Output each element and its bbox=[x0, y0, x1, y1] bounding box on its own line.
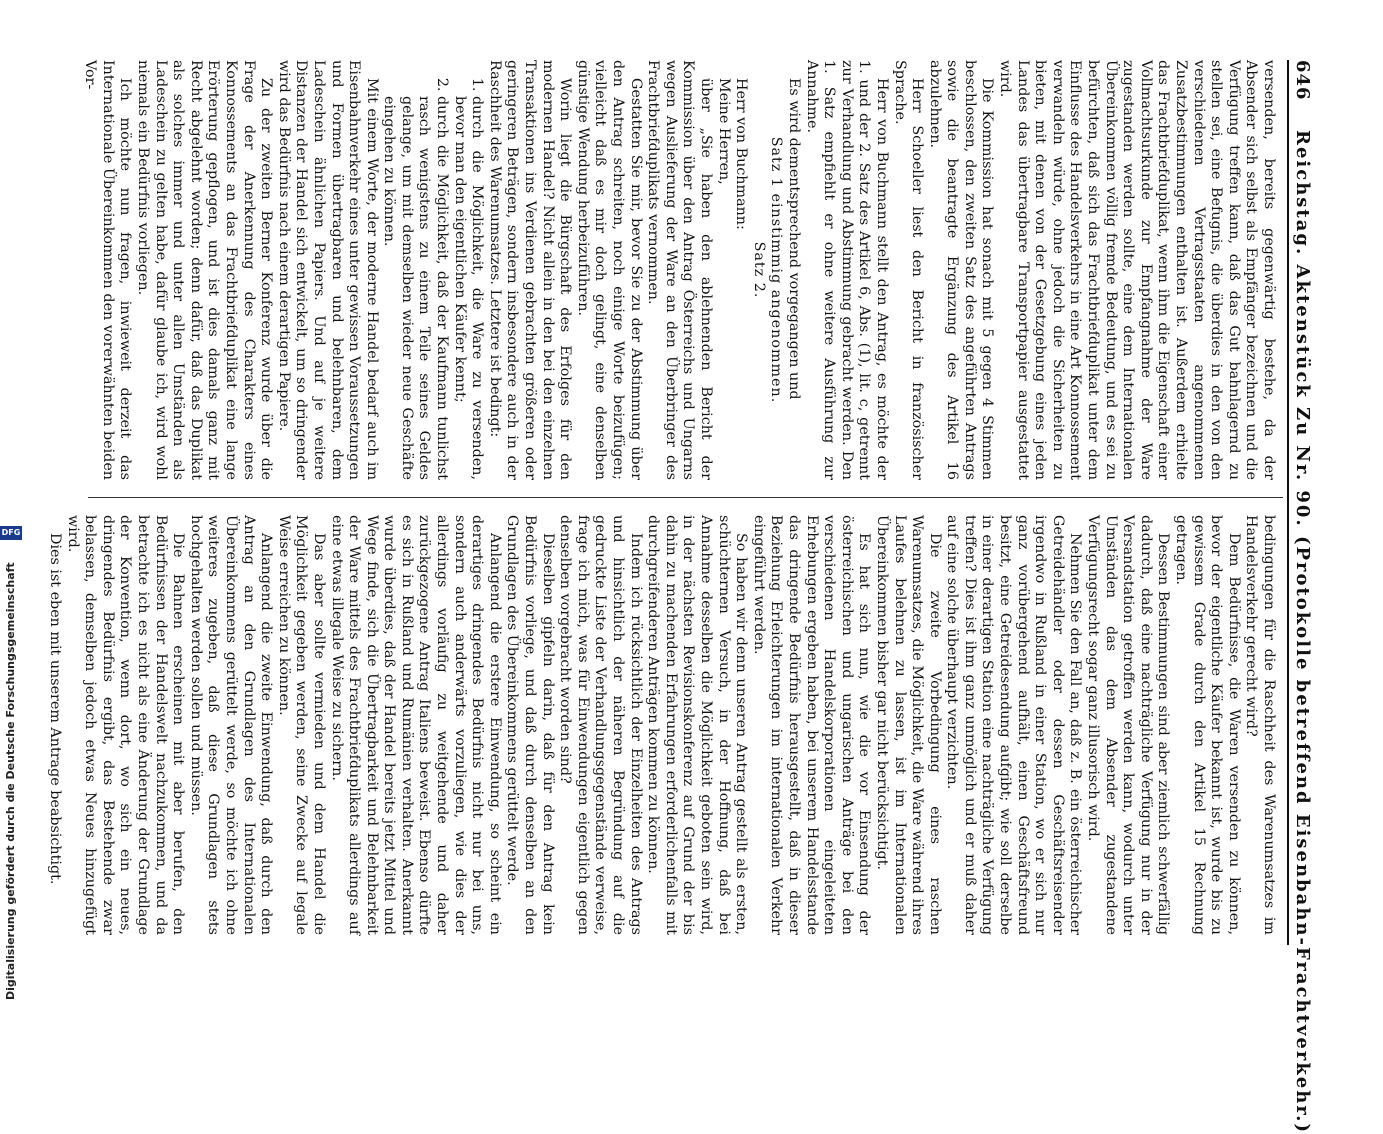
paragraph: Herr Schoeller liest den Bericht in französischer Sprache. bbox=[891, 60, 926, 480]
paragraph: Herr von Buchmann stellt den Antrag, es möchte der 1. und der 2. Satz des Artikel 6, Abs. (1), lit. c, getrennt zur Verhandlung und Abstimmung gebracht werden. Den 1. Satz empfiehlt er ohne weitere Ausführung zur Annahme. bbox=[803, 60, 890, 480]
paragraph: Es hat sich nun, wie die vor Einsendung der österreichischen und ungarischen Anträge bei den verschiedenen Handelskorporationen eingeleiteten Erhebungen ergeben haben, bei unserem Handelsstande das dringende Bedürfnis herausgestellt, daß in dieser Beziehung Erleichterungen im internationalen Verkehr eingeführt werden. bbox=[750, 515, 873, 935]
salutation: Meine Herren, bbox=[715, 78, 732, 185]
paragraph: Die zweite Vorbedingung eines raschen Warenumsatzes, die Möglichkeit, die Ware während ihres Laufes belehnen zu lassen, ist im Internationalen Übereinkommen bisher gar nicht berücksichtigt. bbox=[873, 515, 943, 935]
paragraph: Dem Bedürfnisse, die Waren versenden zu können, bevor der eigentliche Käufer bekannt ist, wurde bis zu gewissem Grade durch den Artikel 15 Rechnung getragen. bbox=[1173, 515, 1242, 935]
paragraph: Anlangend die zweite Einwendung, daß durch den Antrag an den Grundlagen des Internationalen Übereinkommens gerüttelt werde, so möchte ich ohne weiteres zugeben, daß diese Grundlagen stets hochgehalten werden sollen und müssen. bbox=[187, 515, 275, 935]
list-item: 2. durch die Möglichkeit, daß der Kaufmann tunlichst rasch wenigstens zu einem Teile seines Geldes gelange, um mit demselben wieder neue Geschäfte eingehen zu können. bbox=[380, 96, 450, 480]
paragraph: Worin liegt die Bürgschaft des Erfolges für den modernen Handel? Nicht allein in den bei den einzelnen Transaktionen ins Verdienen gebrachten größeren oder geringeren Beträgen, sondern insbesondere auch in der Raschheit des Warenumsatzes. Letztere ist bedingt: bbox=[486, 60, 574, 480]
scanned-page bbox=[47, 60, 1315, 1134]
paragraph: Gestatten Sie mir, bevor Sie zu der Abstimmung über den Antrag schreiten, noch einige Worte beizufügen; vielleicht daß es mir doch gelingt, eine denselben günstige Wendung herbeizuführen. bbox=[574, 60, 644, 480]
speaker-line: Herr von Buchmann: bbox=[733, 78, 750, 230]
paragraph: Zu der zweiten Berner Konferenz wurde über die Frage der Anerkennung des Charakters eines Konnossements an das Frachtbriefduplikat eine lange Erörterung gepflogen, und ist dies damals ganz mit Recht abgelehnt worden; denn dafür, daß das Duplikat als solches immer und unter allen Umständen als Ladeschein zu gelten habe, dafür glaube ich, wird wohl niemals ein Bedürfnis vorliegen. bbox=[135, 60, 275, 480]
page-number: 646 bbox=[1292, 60, 1313, 101]
credit-text: Digitalisierung gefördert durch die Deutsche Forschungsgemeinschaft bbox=[4, 562, 17, 1000]
condition-list bbox=[380, 60, 486, 480]
paragraph: Dessen Bestimmungen sind aber ziemlich schwerfällig dadurch, daß eine nachträgliche Verfügung nur in der Versandstation getroffen werden kann, wodurch unter Umständen das dem Absender zugestandene Verfügungsrecht sogar ganz illusorisch wird. bbox=[1085, 515, 1172, 935]
paragraph: Die Bahnen erscheinen mit aber berufen, den Bedürfnissen der Handelswelt nachzukommen, und da betrachte ich es nicht als eine Änderung der Grundlage der Konvention, wenn dort, wo sich ein neues, dringendes Bedürfnis ergibt, das Bestehende zwar belassen, demselben jedoch etwas Neues hinzugefügt wird. bbox=[64, 515, 187, 935]
paragraph: Satz 1 einstimmig angenommen. bbox=[768, 136, 785, 404]
paragraph: Indem ich rücksichtlich der Einzelheiten des Antrags und hinsichtlich der näheren Begründung auf die gedruckte Liste der Verhandlungsgegenstände verweise, frage ich mich, was für Einwendungen eigentlich gegen denselben vorgebracht worden sind? bbox=[557, 515, 644, 935]
paragraph: Dies ist eben mit unserem Antrage beabsichtigt. bbox=[47, 533, 64, 885]
dfg-logo-icon: DFG bbox=[0, 526, 22, 540]
paragraph: Das aber sollte vermieden und dem Handel die Möglichkeit gegeben werden, seine Zwecke auf legale Weise erreichen zu können. bbox=[275, 515, 327, 935]
paragraph: bedingungen für die Raschheit des Warenumsatzes im Handelsverkehr gerecht wird? bbox=[1243, 515, 1277, 935]
paragraph: So haben wir denn unseren Antrag gestellt als ersten, schüchternen Versuch, in der Hoffnung, daß bei Annahme desselben die Möglichkeit geboten sein wird, in der nächsten Revisionskonferenz auf Grund der bis dahin zu machenden Erfahrungen erforderlichenfalls mit durchgreifenderen Anträgen kommen zu können. bbox=[645, 515, 750, 935]
list-item: 1. durch die Möglichkeit, die Ware zu versenden, bevor man den eigentlichen Käufer kennt; bbox=[450, 96, 485, 480]
running-title: Reichstag. Aktenstück Zu Nr. 90. (Protokolle betreffend Eisenbahn-Frachtverkehr.) bbox=[1292, 130, 1313, 1134]
digitization-credit bbox=[2, 0, 20, 1000]
paragraph: Nehmen Sie den Fall an, daß z. B. ein österreichischer Getreidehändler oder dessen Geschäftsreisender irgendwo in Rußland in einer Station, wo er sich nur ganz vorübergehend aufhält, einen Geschäftsfreund besitzt, eine Getreidesendung aufgibt; wie soll derselbe in einer derartigen Station eine nachträgliche Verfügung treffen? Dies ist ihm ganz unmöglich und er muß daher auf eine solche überhaupt verzichten. bbox=[944, 515, 1084, 935]
left-column bbox=[82, 60, 1277, 480]
paragraph: Mit einem Worte, der moderne Handel bedarf auch im Eisenbahnverkehr eines unter gewissen Voraussetzungen und Formen übertragbaren und belehnbaren, dem Ladeschein ähnlichen Papiers. Und auf je weitere Distanzen der Handel sich entwickelt, um so dringender wird das Bedürfnis nach einem derartigen Papiere. bbox=[275, 60, 380, 480]
paragraph: Anlangend die erstere Einwendung, so scheint ein derartiges dringendes Bedürfnis nicht nur bei uns, sondern auch anderwärts vorzuliegen, wie dies der allerdings vorläufig zu weitgehende und daher zurückgezogene Antrag Italiens beweist. Ebenso dürfte es sich in Rußland und Rumänien verhalten. Anerkannt wurde überdies, daß der Handel bereits jetzt Mittel und Wege finde, sich die Übertragbarkeit und Belehnbarkeit der Ware mittels des Frachtbriefduplikats allerdings auf eine etwas illegale Weise zu sichern. bbox=[328, 515, 503, 935]
column-divider bbox=[88, 497, 1283, 498]
paragraph: Die Kommission hat sonach mit 5 gegen 4 Stimmen beschlossen, den zweiten Satz des angeführten Antrags sowie die beantragte Ergänzung des Artikel 16 abzulehnen. bbox=[926, 60, 996, 480]
section-heading: Satz 2. bbox=[750, 241, 767, 299]
right-column bbox=[47, 515, 1277, 935]
paragraph: Ich möchte nun fragen, inwieweit derzeit das Internationale Übereinkommen den vorerwähnten beiden Vor- bbox=[82, 60, 134, 480]
document-page bbox=[47, 60, 1315, 1134]
page-header bbox=[1287, 60, 1315, 1134]
paragraph: über „Sie haben den ablehnenden Bericht der Kommission über den Antrag Österreichs und Ungarns wegen Auslieferung der Ware an den Überbringer des Frachtbriefduplikats vernommen. bbox=[645, 60, 714, 480]
paragraph: Dieselben gipfeln darin, daß für den Antrag kein Bedürfnis vorliege, und daß durch denselben an den Grundlagen des Übereinkommens gerüttelt werde. bbox=[504, 515, 556, 935]
paragraph: Es wird dementsprechend vorgegangen und bbox=[785, 78, 802, 400]
paragraph: versenden, bereits gegenwärtig bestehe, da der Absender sich selbst als Empfänger bezeichnen und die Verfügung treffen kann, daß das Gut bahnlagernd zu stellen sei, eine Befugnis, die überdies in den von den verschiedenen Vertragsstaaten angenommenen Zusatzbestimmungen enthalten ist. Außerdem erhielte das Frachtbriefduplikat, wenn ihm die Eigenschaft einer Vollmachtsurkunde zur Empfangnahme der Ware zugestanden werden sollte, eine dem Internationalen Übereinkommen völlig fremde Bedeutung, und es sei zu befürchten, daß sich das Frachtbriefduplikat unter dem Einflusse des Handelsverkehrs in eine Art Konnossement verwandeln würde, ohne jedoch die Sicherheiten zu bieten, mit denen von der Gesetzgebung eines jeden Landes das übertragbare Transportpapier ausgestattet wird. bbox=[997, 60, 1277, 480]
